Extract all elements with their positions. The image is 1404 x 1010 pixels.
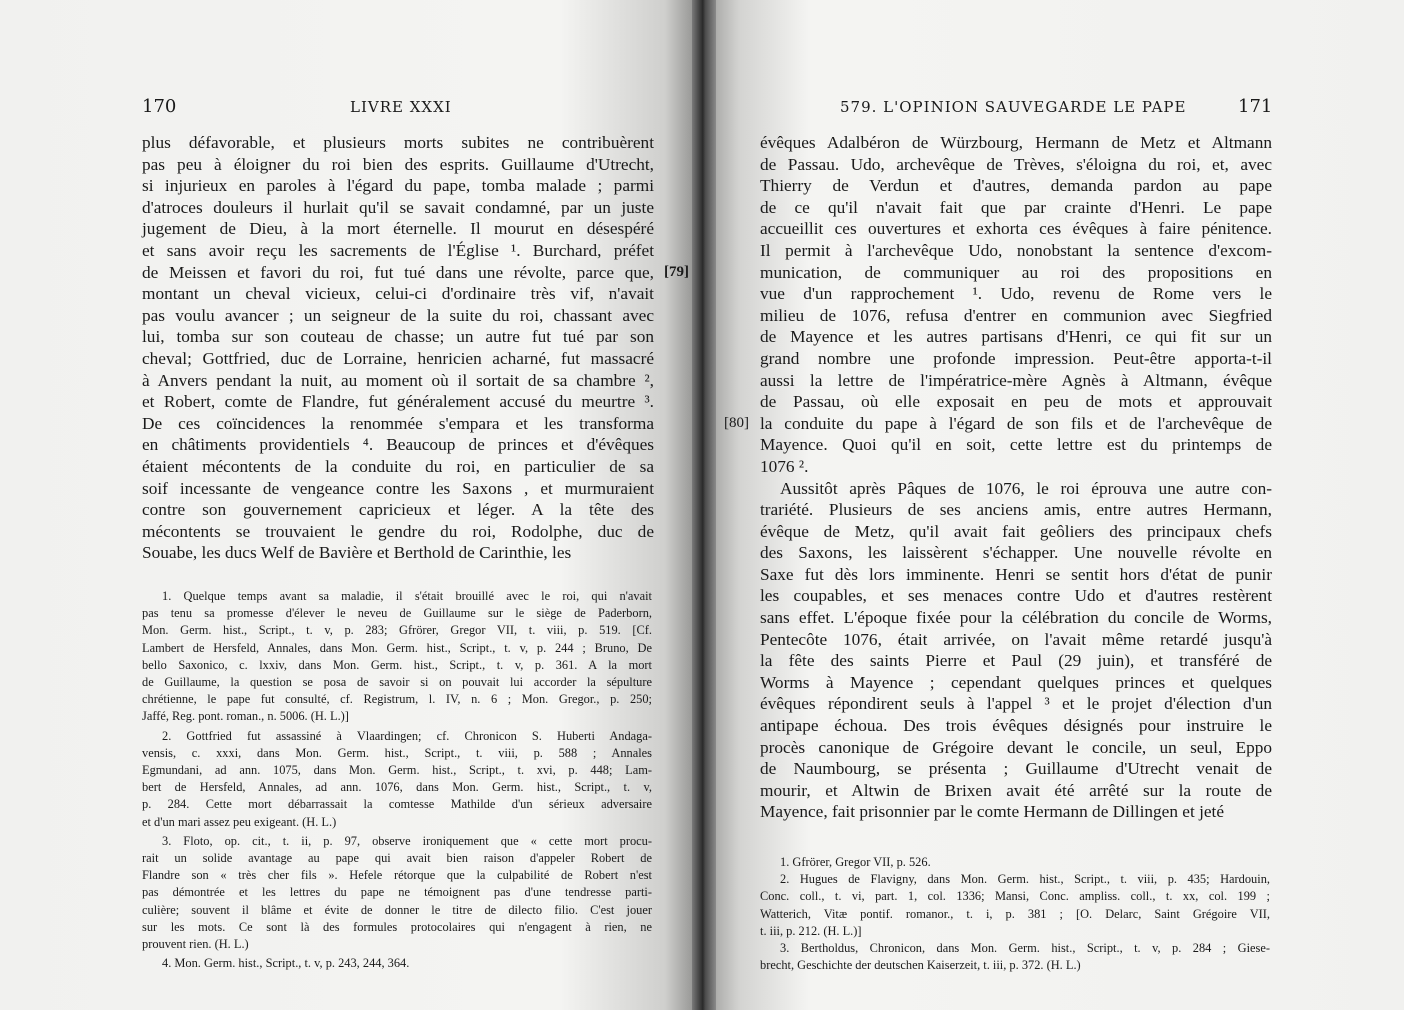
footnote-line: 3. Bertholdus, Chronicon, dans Mon. Germ. hist., Script., t. v, p. 284 ; Giese- bbox=[780, 941, 1270, 956]
body-line: Il permit à l'archevêque Udo, nonobstant la sentence d'excom- bbox=[760, 240, 1272, 260]
body-line: accueillit ces ouvertures et exhorta ces évêques à faire pénitence. bbox=[760, 219, 1272, 239]
margin-marker: [79] bbox=[664, 264, 689, 280]
body-line: de Passau. Udo, archevêque de Trèves, s'éloigna du roi, et, avec bbox=[760, 154, 1272, 174]
body-line: munication, de communiquer au roi des propositions en bbox=[760, 262, 1272, 282]
body-line: sans effet. L'époque fixée pour la célébration du concile de Worms, bbox=[760, 608, 1272, 628]
body-line: de Meissen et favori du roi, fut tué dans une révolte, parce que, bbox=[142, 262, 654, 282]
body-line: de Naumbourg, se présenta ; Guillaume d'Utrecht venait de bbox=[760, 759, 1272, 779]
body-line: Thierry de Verdun et d'autres, demanda pardon au pape bbox=[760, 176, 1272, 196]
body-line: les coupables, et ses menaces contre Udo et d'autres restèrent bbox=[760, 586, 1272, 606]
footnote-line: culière; souvent il blâme et évite de donner le titre de dilecto filio. C'est jouer bbox=[142, 902, 652, 917]
footnote-line: et d'un mari assez peu exigeant. (H. L.) bbox=[142, 814, 337, 829]
body-line: jugement de Dieu, à la mort éternelle. Il mourut en désespéré bbox=[142, 219, 654, 239]
body-line: procès canonique de Grégoire devant le concile, un seul, Eppo bbox=[760, 737, 1272, 757]
body-line: Worms à Mayence ; cependant quelques princes et quelques bbox=[760, 672, 1272, 692]
body-text bbox=[760, 132, 1272, 823]
body-line: pas voulu avancer ; un seigneur de la suite du roi, chassant avec bbox=[142, 305, 654, 325]
body-line: et sans avoir reçu les sacrements de l'Église ¹. Burchard, préfet bbox=[142, 240, 654, 260]
body-line: mourir, et Altwin de Brixen avait été arrêté sur la route de bbox=[760, 780, 1272, 800]
body-line: trariété. Plusieurs de ses anciens amis, entre autres Hermann, bbox=[760, 500, 1272, 520]
footnote-line: 3. Floto, op. cit., t. ii, p. 97, observe ironiquement que « cette mort procu- bbox=[162, 833, 652, 848]
footnote-line: bello Saxonico, c. lxxiv, dans Mon. Germ. hist., Script., t. v, p. 361. A la mort bbox=[142, 657, 652, 672]
footnote-line: vensis, c. xxxi, dans Mon. Germ. hist., Script., t. viii, p. 588 ; Annales bbox=[142, 745, 652, 760]
footnote-line: sur les mots. Ce sont là des formules protocolaires qui n'engagent à rien, ne bbox=[142, 919, 652, 934]
body-line: antipape échoua. Des trois évêques désignés pour instruire le bbox=[760, 716, 1272, 736]
footnote-line: Lambert de Hersfeld, Annales, dans Mon. Germ. hist., Script., t. v, p. 244 ; Bruno, De bbox=[142, 640, 652, 655]
body-line: des Saxons, les laissèrent s'échapper. Une nouvelle révolte en bbox=[760, 543, 1272, 563]
page-number: 170 bbox=[142, 96, 177, 117]
footnote-line: Flandre son « très cher fils ». Hefele rétorque que la culpabilité de Robert n'est bbox=[142, 868, 652, 883]
body-line: et Robert, comte de Flandre, fut généralement accusé du meurtre ³. bbox=[142, 392, 654, 412]
left-page bbox=[0, 0, 700, 1010]
right-page bbox=[704, 0, 1404, 1010]
body-line: soif incessante de vengeance contre les Saxons , et murmuraient bbox=[142, 478, 654, 498]
footnote-line: 1. Gfrörer, Gregor VII, p. 526. bbox=[780, 855, 931, 869]
footnote-line: de Guillaume, la question se posa de savoir si on pouvait lui accorder la sépulture bbox=[142, 675, 652, 690]
footnote-line: pas tenu sa promesse d'élever le neveu de Guillaume sur le siège de Paderborn, bbox=[142, 606, 652, 621]
body-line: aussi la lettre de l'impératrice-mère Agnès à Altmann, évêque bbox=[760, 370, 1272, 390]
body-line: Mayence. Quoi qu'il en soit, cette lettre est du printemps de bbox=[760, 435, 1272, 455]
body-line: lui, tomba sur son couteau de chasse; un autre fut tué par son bbox=[142, 327, 654, 347]
footnote-line: brecht, Geschichte der deutschen Kaiserzeit, t. iii, p. 372. (H. L.) bbox=[760, 958, 1081, 973]
footnote-line: rait un solide avantage au pape qui avait bien raison d'appeler Robert de bbox=[142, 851, 652, 866]
body-line: vue d'un rapprochement ¹. Udo, revenu de Rome vers le bbox=[760, 284, 1272, 304]
body-line: évêques Adalbéron de Würzbourg, Hermann de Metz et Altmann bbox=[760, 133, 1272, 152]
running-head: 579. L'OPINION SAUVEGARDE LE PAPE bbox=[840, 98, 1187, 116]
footnote-line: Egmundani, ad ann. 1075, dans Mon. Germ. hist., Script., t. xvi, p. 448; Lam- bbox=[142, 763, 652, 778]
footnote-line: Watterich, Vitæ pontif. romanor., t. i, p. 381 ; [O. Delarc, Saint Grégoire VII, bbox=[760, 906, 1270, 921]
body-line: à Anvers pendant la nuit, au moment où il sortait de sa chambre ², bbox=[142, 370, 654, 390]
body-line: évêque de Metz, qu'il avait fait geôliers des principaux chefs bbox=[760, 521, 1272, 541]
body-line: mécontents se trouvaient le gendre du roi, Rodolphe, duc de bbox=[142, 521, 654, 541]
body-line: de Passau, où elle exposait en peu de mots et approuvait bbox=[760, 392, 1272, 412]
body-line: si injurieux en paroles à l'égard du pape, tomba malade ; parmi bbox=[142, 176, 654, 196]
running-head: LIVRE XXXI bbox=[350, 98, 452, 116]
body-line: Aussitôt après Pâques de 1076, le roi éprouva une autre con- bbox=[780, 478, 1272, 498]
body-line: Saxe fut dès lors imminente. Henri se sentit hors d'état de punir bbox=[760, 564, 1272, 584]
footnote-line: bert de Hersfeld, Annales, ad ann. 1076, dans Mon. Germ. hist., Script., t. v, bbox=[142, 780, 652, 795]
footnote-line: 1. Quelque temps avant sa maladie, il s'était brouillé avec le roi, qui n'avait bbox=[162, 589, 652, 603]
body-text bbox=[142, 132, 654, 564]
footnotes bbox=[142, 588, 652, 972]
body-line: d'atroces douleurs il hurlait qu'il se savait condamné, par un juste bbox=[142, 197, 654, 217]
footnote-line: Mon. Germ. hist., Script., t. v, p. 283; Gfrörer, Gregor VII, t. viii, p. 519. [Cf. bbox=[142, 623, 652, 638]
footnote-line: prouvent rien. (H. L.) bbox=[142, 937, 249, 952]
body-line: pas peu à éloigner du roi bien des esprits. Guillaume d'Utrecht, bbox=[142, 154, 654, 174]
body-line: Souabe, les ducs Welf de Bavière et Berthold de Carinthie, les bbox=[142, 543, 572, 563]
footnote-line: 2. Hugues de Flavigny, dans Mon. Germ. hist., Script., t. viii, p. 435; Hardouin, bbox=[780, 872, 1270, 887]
body-line: la conduite du pape à l'égard de son fils et de l'archevêque de bbox=[760, 413, 1272, 433]
footnote-line: Conc. coll., t. vi, part. 1, col. 1336; Mansi, Conc. ampliss. coll., t. xx, col. 199 ; bbox=[760, 889, 1270, 904]
body-line: Pentecôte 1076, était arrivée, on l'avait même retardé jusqu'à bbox=[760, 629, 1272, 649]
body-line: Mayence, fait prisonnier par le comte Hermann de Dillingen et jeté bbox=[760, 802, 1225, 822]
body-line: montant un cheval vicieux, celui-ci d'ordinaire très vif, n'avait bbox=[142, 284, 654, 304]
body-line: De ces coïncidences la renommée s'empara et les transforma bbox=[142, 413, 654, 433]
footnote-line: Jaffé, Reg. pont. roman., n. 5006. (H. L.)] bbox=[142, 709, 349, 724]
body-line: la fête des saints Pierre et Paul (29 juin), et transféré de bbox=[760, 651, 1272, 671]
body-line: évêques répondirent seuls à l'appel ³ et le projet d'élection d'un bbox=[760, 694, 1272, 714]
footnote-line: chrétienne, le pape fut consulté, cf. Registrum, l. IV, n. 6 ; Mon. Gregor., p. 250; bbox=[142, 692, 652, 707]
body-line: milieu de 1076, refusa d'entrer en communion avec Siegfried bbox=[760, 305, 1272, 325]
body-line: plus défavorable, et plusieurs morts subites ne contribuèrent bbox=[142, 133, 654, 152]
book-spine bbox=[692, 0, 716, 1010]
body-line: grand nombre une profonde impression. Peut-être apporta-t-il bbox=[760, 348, 1272, 368]
footnote-line: p. 284. Cette mort débarrassait la comtesse Mathilde d'un sérieux adversaire bbox=[142, 797, 652, 812]
footnotes bbox=[760, 854, 1270, 974]
body-line: en châtiments providentiels ⁴. Beaucoup de princes et d'évêques bbox=[142, 435, 654, 455]
margin-marker: [80] bbox=[724, 415, 749, 431]
body-line: de Mayence et les autres partisans d'Henri, ce qui fit sur un bbox=[760, 327, 1272, 347]
footnote-line: pas démontrée et les lettres du pape ne témoignent pas d'une tendresse parti- bbox=[142, 885, 652, 900]
body-line: contre son gouvernement capricieux et léger. A la tête des bbox=[142, 500, 654, 520]
footnote-line: t. iii, p. 212. (H. L.)] bbox=[760, 923, 862, 938]
page-number: 171 bbox=[1238, 96, 1273, 117]
body-line: 1076 ². bbox=[760, 456, 809, 476]
body-line: cheval; Gottfried, duc de Lorraine, henricien acharné, fut massacré bbox=[142, 348, 654, 368]
body-line: de ce qu'il n'avait fait que par crainte d'Henri. Le pape bbox=[760, 197, 1272, 217]
body-line: étaient mécontents de la conduite du roi, en particulier de sa bbox=[142, 456, 654, 476]
footnote-line: 4. Mon. Germ. hist., Script., t. v, p. 243, 244, 364. bbox=[162, 956, 410, 971]
footnote-line: 2. Gottfried fut assassiné à Vlaardingen; cf. Chronicon S. Huberti Andaga- bbox=[162, 728, 652, 743]
